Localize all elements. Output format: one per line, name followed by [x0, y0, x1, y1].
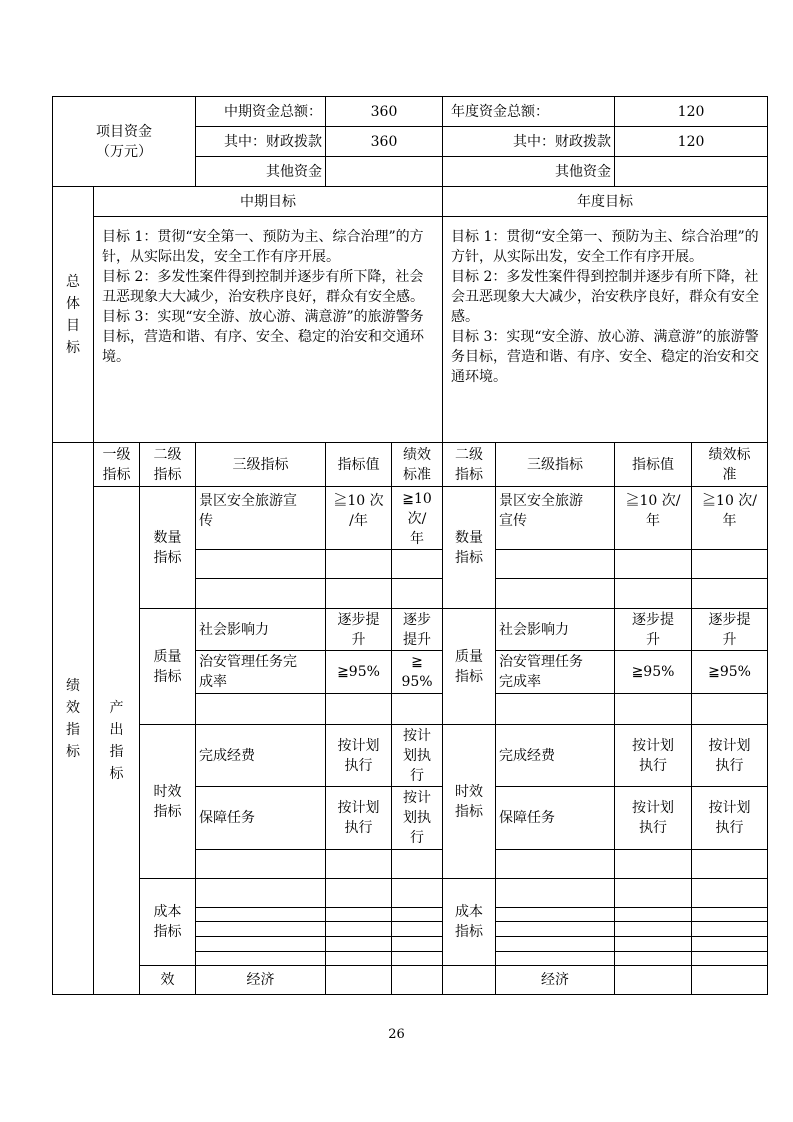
header-standard: 绩效 标准 [392, 443, 443, 487]
header-level2-annual: 二级 指标 [443, 443, 496, 487]
empty-cell [392, 579, 443, 609]
empty-cell [615, 579, 692, 609]
mid-fiscal-value: 360 [326, 127, 443, 157]
security-std-mid: ≧ 95% [392, 651, 443, 694]
quantity-label-annual: 数量 指标 [443, 487, 496, 609]
empty-cell [196, 579, 326, 609]
empty-cell [692, 850, 768, 879]
quality-label-mid: 质量 指标 [140, 609, 196, 725]
empty-cell [496, 694, 615, 725]
output-indicator-label: 产出指标 [94, 487, 140, 995]
empty-cell [392, 937, 443, 952]
empty-cell [692, 908, 768, 922]
empty-cell [615, 937, 692, 952]
influence-value-annual: 逐步提 升 [615, 609, 692, 651]
security-std-annual: ≧95% [692, 651, 768, 694]
security-name-annual: 治安管理任务 完成率 [496, 651, 615, 694]
empty-cell [615, 550, 692, 579]
promo-value-annual: ≧10 次/ 年 [615, 487, 692, 550]
tasks-value-annual: 按计划 执行 [615, 787, 692, 850]
empty-cell [443, 966, 496, 995]
empty-cell [392, 879, 443, 908]
empty-cell [692, 922, 768, 937]
empty-cell [196, 850, 326, 879]
annual-other-value [615, 157, 768, 187]
empty-cell [196, 879, 326, 908]
empty-cell [326, 937, 392, 952]
influence-value-mid: 逐步提 升 [326, 609, 392, 651]
empty-cell [326, 850, 392, 879]
tasks-name-annual: 保障任务 [496, 787, 615, 850]
page-number: 26 [388, 1027, 405, 1042]
annual-goal-1: 目标 1：贯彻“安全第一、预防为主、综合治理”的方针，从实际出发，安全工作有序开展。 [451, 229, 759, 265]
funds-value-annual: 按计划 执行 [615, 725, 692, 787]
tasks-name-mid: 保障任务 [196, 787, 326, 850]
empty-cell [615, 952, 692, 966]
funds-std-annual: 按计划 执行 [692, 725, 768, 787]
empty-cell [326, 908, 392, 922]
influence-name-annual: 社会影响力 [496, 609, 615, 651]
security-name-mid: 治安管理任务完 成率 [196, 651, 326, 694]
economic-label-annual: 经济 [496, 966, 615, 995]
empty-cell [496, 937, 615, 952]
mid-total-value: 360 [326, 97, 443, 127]
empty-cell [326, 550, 392, 579]
annual-goals-text [443, 217, 768, 443]
quality-label-annual: 质量 指标 [443, 609, 496, 725]
annual-fiscal-label: 其中：财政拨款 [443, 127, 615, 157]
mid-other-label: 其他资金 [196, 157, 326, 187]
empty-cell [692, 694, 768, 725]
tasks-std-annual: 按计划 执行 [692, 787, 768, 850]
security-value-annual: ≧95% [615, 651, 692, 694]
header-value-annual: 指标值 [615, 443, 692, 487]
header-level1: 一级 指标 [94, 443, 140, 487]
empty-cell [692, 550, 768, 579]
promo-name-annual: 景区安全旅游 宣传 [496, 487, 615, 550]
empty-cell [326, 922, 392, 937]
empty-cell [496, 879, 615, 908]
promo-value-mid: ≧10 次 /年 [326, 487, 392, 550]
empty-cell [196, 550, 326, 579]
timeliness-label-mid: 时效 指标 [140, 725, 196, 879]
tasks-value-mid: 按计划 执行 [326, 787, 392, 850]
mid-goal-header: 中期目标 [94, 187, 443, 217]
funds-name-mid: 完成经费 [196, 725, 326, 787]
empty-cell [326, 952, 392, 966]
header-value: 指标值 [326, 443, 392, 487]
empty-cell [496, 579, 615, 609]
empty-cell [615, 879, 692, 908]
empty-cell [496, 908, 615, 922]
empty-cell [496, 550, 615, 579]
funds-value-mid: 按计划 执行 [326, 725, 392, 787]
empty-cell [392, 966, 443, 995]
influence-name-mid: 社会影响力 [196, 609, 326, 651]
header-standard-annual: 绩效标 准 [692, 443, 768, 487]
annual-total-value: 120 [615, 97, 768, 127]
security-value-mid: ≧95% [326, 651, 392, 694]
empty-cell [615, 850, 692, 879]
promo-std-annual: ≧10 次/ 年 [692, 487, 768, 550]
empty-cell [692, 879, 768, 908]
empty-cell [392, 908, 443, 922]
empty-cell [392, 694, 443, 725]
mid-other-value [326, 157, 443, 187]
empty-cell [326, 694, 392, 725]
cost-label-mid: 成本 指标 [140, 879, 196, 966]
empty-cell [615, 966, 692, 995]
mid-goal-1: 目标 1：贯彻“安全第一、预防为主、综合治理”的方针，从实际出发，安全工作有序开展。 [102, 229, 424, 265]
funds-name-annual: 完成经费 [496, 725, 615, 787]
cost-label-annual: 成本 指标 [443, 879, 496, 966]
influence-std-annual: 逐步提 升 [692, 609, 768, 651]
header-level2: 二级 指标 [140, 443, 196, 487]
funding-label: 项目资金 （万元） [53, 97, 196, 187]
empty-cell [692, 937, 768, 952]
empty-cell [326, 879, 392, 908]
annual-other-label: 其他资金 [443, 157, 615, 187]
empty-cell [392, 550, 443, 579]
empty-cell [496, 850, 615, 879]
empty-cell [326, 579, 392, 609]
mid-goal-2: 目标 2：多发性案件得到控制并逐步有所下降，社会丑恶现象大大减少，治安秩序良好，群众有安全感。 [102, 269, 424, 305]
influence-std-mid: 逐步 提升 [392, 609, 443, 651]
mid-goals-text [94, 217, 443, 443]
empty-cell [496, 952, 615, 966]
performance-label: 绩效指标 [53, 443, 94, 995]
mid-fiscal-label: 其中：财政拨款 [196, 127, 326, 157]
empty-cell [615, 694, 692, 725]
empty-cell [692, 966, 768, 995]
annual-total-label: 年度资金总额： [443, 97, 615, 127]
promo-name-mid: 景区安全旅游宣 传 [196, 487, 326, 550]
empty-cell [196, 694, 326, 725]
mid-total-label: 中期资金总额： [196, 97, 326, 127]
annual-goal-header: 年度目标 [443, 187, 768, 217]
empty-cell [692, 579, 768, 609]
annual-goal-2: 目标 2：多发性案件得到控制并逐步有所下降，社会丑恶现象大大减少，治安秩序良好，群众有安全感。 [451, 269, 760, 325]
empty-cell [392, 922, 443, 937]
empty-cell [196, 952, 326, 966]
empty-cell [196, 908, 326, 922]
empty-cell [615, 922, 692, 937]
empty-cell [692, 952, 768, 966]
promo-std-mid: ≧10 次/ 年 [392, 487, 443, 550]
empty-cell [496, 922, 615, 937]
benefit-label: 效 [140, 966, 196, 995]
header-level3: 三级指标 [196, 443, 326, 487]
empty-cell [392, 952, 443, 966]
annual-fiscal-value: 120 [615, 127, 768, 157]
quantity-label-mid: 数量 指标 [140, 487, 196, 609]
tasks-std-mid: 按计 划执 行 [392, 787, 443, 850]
empty-cell [196, 937, 326, 952]
annual-goal-3: 目标 3：实现“安全游、放心游、满意游”的旅游警务目标，营造和谐、有序、安全、稳定的治安和交通环境。 [451, 329, 760, 385]
empty-cell [392, 850, 443, 879]
economic-label-mid: 经济 [196, 966, 326, 995]
empty-cell [615, 908, 692, 922]
header-level3-annual: 三级指标 [496, 443, 615, 487]
mid-goal-3: 目标 3：实现“安全游、放心游、满意游”的旅游警务目标，营造和谐、有序、安全、稳定的治安和交通环境。 [102, 309, 424, 365]
funds-std-mid: 按计 划执 行 [392, 725, 443, 787]
budget-performance-table [52, 96, 768, 995]
empty-cell [196, 922, 326, 937]
overall-goals-label: 总体目标 [53, 187, 94, 443]
empty-cell [326, 966, 392, 995]
timeliness-label-annual: 时效 指标 [443, 725, 496, 879]
